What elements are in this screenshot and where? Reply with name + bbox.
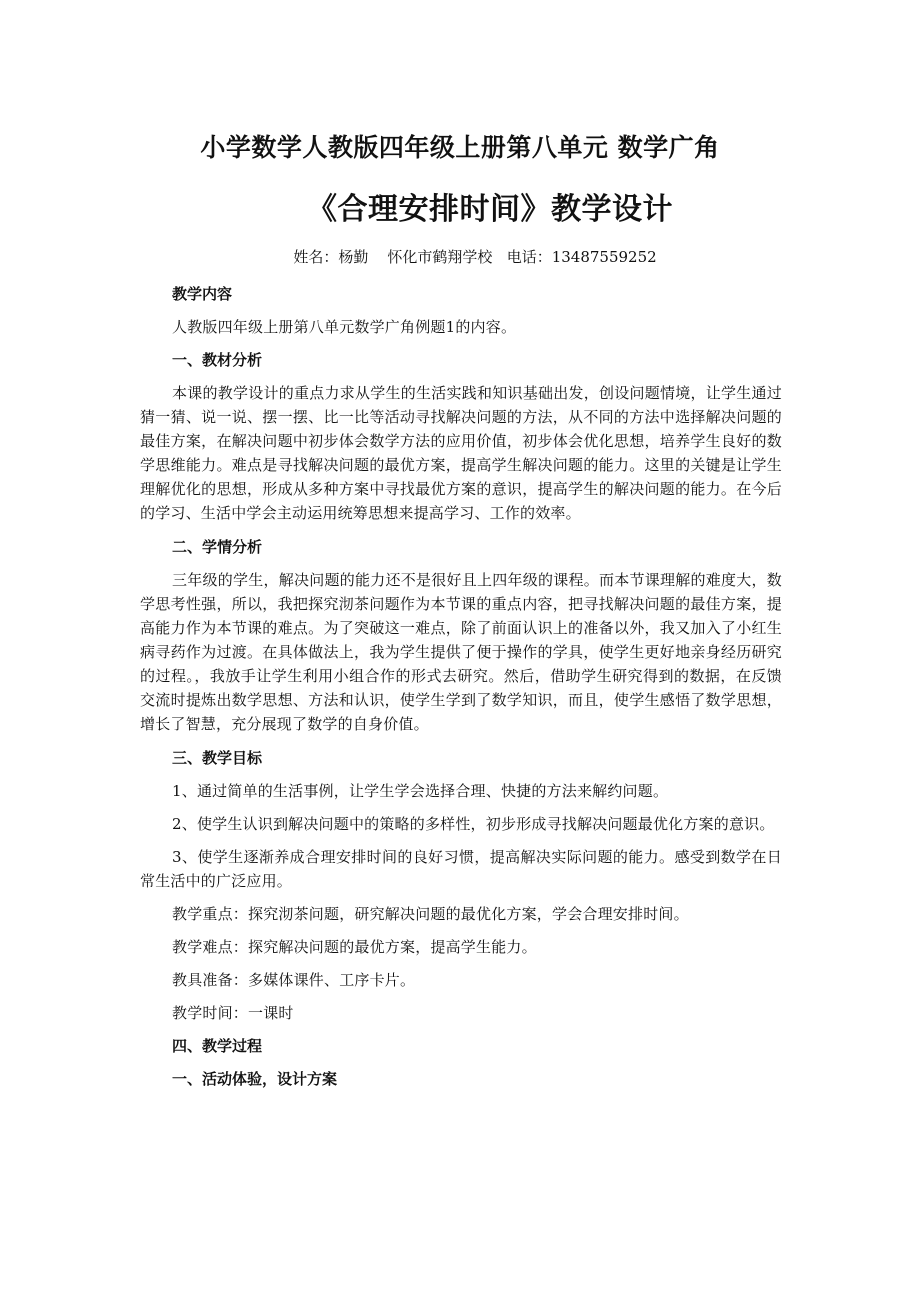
difficulty-point: 教学难点：探究解决问题的最优方案，提高学生能力。 bbox=[172, 938, 537, 956]
students-paragraph: 三年级的学生，解决问题的能力还不是很好且上四年级的课程。而本节课理解的难度大，数学思考性强，所以，我把探究沏茶问题作为本节课的重点内容，把寻找解决问题的最佳方案，提高能力作为本节课的难点。为了突破这一难点，除了前面认识上的准备以外，我又加入了小红生病寻药作为过渡。在具体做法上，我为学生提供了便于操作的学具，使学生更好地亲身经历研究的过程。，我放手让学生利用小组合作的形式去研究。然后，借助学生研究得到的数据，在反馈交流时提炼出数学思想、方法和认识，使学生学到了数学知识，而且，使学生感悟了数学思想，增长了智慧，充分展现了数学的自身价值。 bbox=[140, 571, 782, 733]
section-heading-content: 教学内容 bbox=[172, 285, 233, 303]
author-info: 姓名：杨勤 怀化市鹤翔学校 电话：13487559252 bbox=[293, 248, 657, 266]
goal-item-1: 1、通过简单的生活事例，让学生学会选择合理、快捷的方法来解约问题。 bbox=[172, 782, 669, 800]
goal-item-2: 2、使学生认识到解决问题中的策略的多样性，初步形成寻找解决问题最优化方案的意识。 bbox=[172, 815, 775, 833]
section-heading-activity: 一、活动体验，设计方案 bbox=[172, 1070, 338, 1088]
content-paragraph: 人教版四年级上册第八单元数学广角例题1的内容。 bbox=[172, 318, 517, 336]
goal-item-3: 3、使学生逐渐养成合理安排时间的良好习惯，提高解决实际问题的能力。感受到数学在日常生活中的广泛应用。 bbox=[140, 848, 782, 890]
document-body bbox=[140, 282, 782, 1100]
section-heading-analysis: 一、教材分析 bbox=[172, 351, 263, 369]
section-heading-goals: 三、教学目标 bbox=[172, 749, 263, 767]
key-point: 教学重点：探究沏茶问题，研究解决问题的最优化方案，学会合理安排时间。 bbox=[172, 905, 689, 923]
section-heading-process: 四、教学过程 bbox=[172, 1037, 263, 1055]
document-title-line-2: 《合理安排时间》教学设计 bbox=[307, 192, 673, 227]
document-title-line-1: 小学数学人教版四年级上册第八单元 数学广角 bbox=[200, 133, 720, 162]
analysis-paragraph: 本课的教学设计的重点力求从学生的生活实践和知识基础出发，创设问题情境，让学生通过猜一猜、说一说、摆一摆、比一比等活动寻找解决问题的方法，从不同的方法中选择解决问题的最佳方案，在解决问题中初步体会数学方法的应用价值，初步体会优化思想，培养学生良好的数学思维能力。难点是寻找解决问题的最优方案，提高学生解决问题的能力。这里的关键是让学生理解优化的思想，形成从多种方案中寻找最优方案的意识，提高学生的解决问题的能力。在今后的学习、生活中学会主动运用统筹思想来提高学习、工作的效率。 bbox=[140, 384, 782, 522]
duration: 教学时间：一课时 bbox=[172, 1004, 294, 1022]
section-heading-students: 二、学情分析 bbox=[172, 538, 263, 556]
materials: 教具准备：多媒体课件、工序卡片。 bbox=[172, 971, 416, 989]
